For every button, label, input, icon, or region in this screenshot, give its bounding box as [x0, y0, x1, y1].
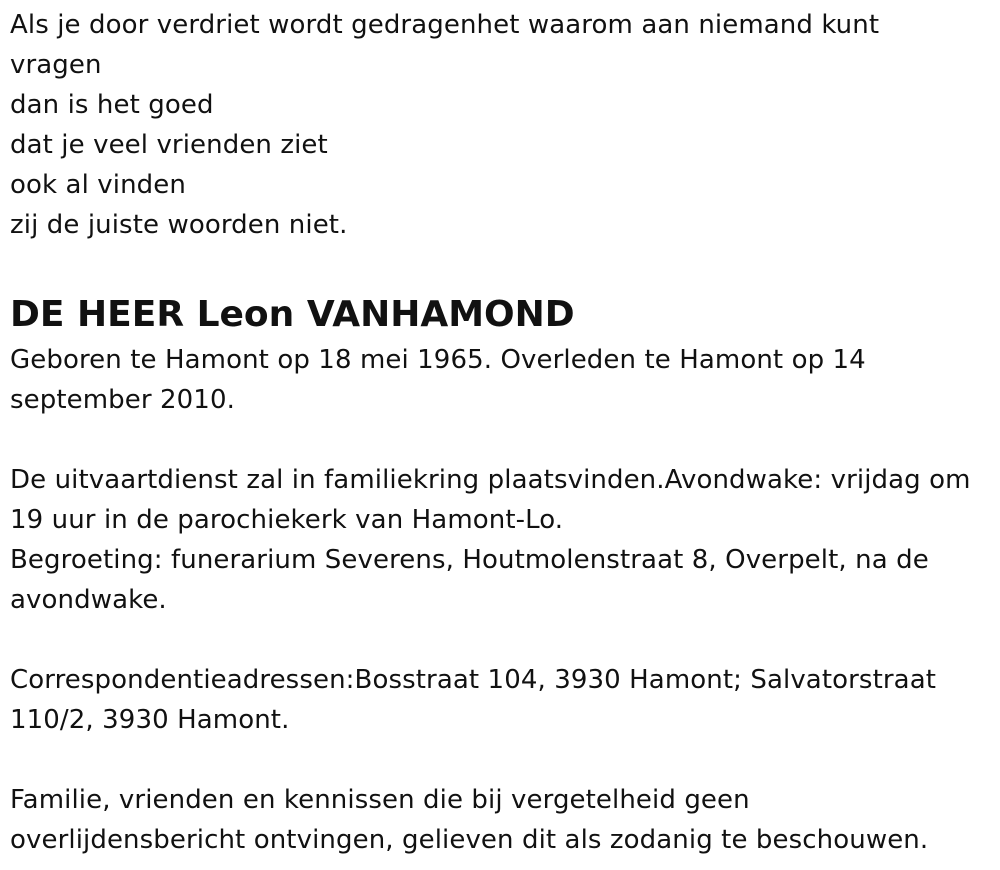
closing-note — [10, 780, 990, 860]
correspondence-line: 110/2, 3930 Hamont. — [10, 705, 290, 735]
birth-death-info — [10, 340, 990, 420]
poem-line: ook al vinden — [10, 170, 186, 200]
service-line: Begroeting: funerarium Severens, Houtmolenstraat 8, Overpelt, na de — [10, 545, 929, 575]
closing-line: Familie, vrienden en kennissen die bij vergetelheid geen — [10, 785, 750, 815]
spacer — [10, 740, 990, 780]
spacer — [10, 620, 990, 660]
service-line: avondwake. — [10, 585, 167, 615]
poem-line: Als je door verdriet wordt gedragenhet waarom aan niemand kunt — [10, 10, 880, 40]
birth-death-line: Geboren te Hamont op 18 mei 1965. Overleden te Hamont op 14 — [10, 345, 866, 375]
poem-line: dan is het goed — [10, 90, 214, 120]
poem-line: zij de juiste woorden niet. — [10, 210, 348, 240]
spacer — [10, 420, 990, 460]
correspondence-addresses — [10, 660, 990, 740]
poem-line: vragen — [10, 50, 102, 80]
deceased-name: DE HEER Leon VANHAMOND — [10, 294, 575, 335]
birth-death-line: september 2010. — [10, 385, 235, 415]
closing-line: overlijdensbericht ontvingen, gelieven dit als zodanig te beschouwen. — [10, 825, 929, 855]
service-line: De uitvaartdienst zal in familiekring plaatsvinden.Avondwake: vrijdag om — [10, 465, 971, 495]
poem-line: dat je veel vrienden ziet — [10, 130, 328, 160]
funeral-service-info — [10, 460, 990, 620]
spacer — [10, 245, 990, 290]
service-line: 19 uur in de parochiekerk van Hamont-Lo. — [10, 505, 564, 535]
obituary-notice — [10, 5, 990, 860]
poem — [10, 5, 990, 245]
correspondence-line: Correspondentieadressen:Bosstraat 104, 3930 Hamont; Salvatorstraat — [10, 665, 937, 695]
